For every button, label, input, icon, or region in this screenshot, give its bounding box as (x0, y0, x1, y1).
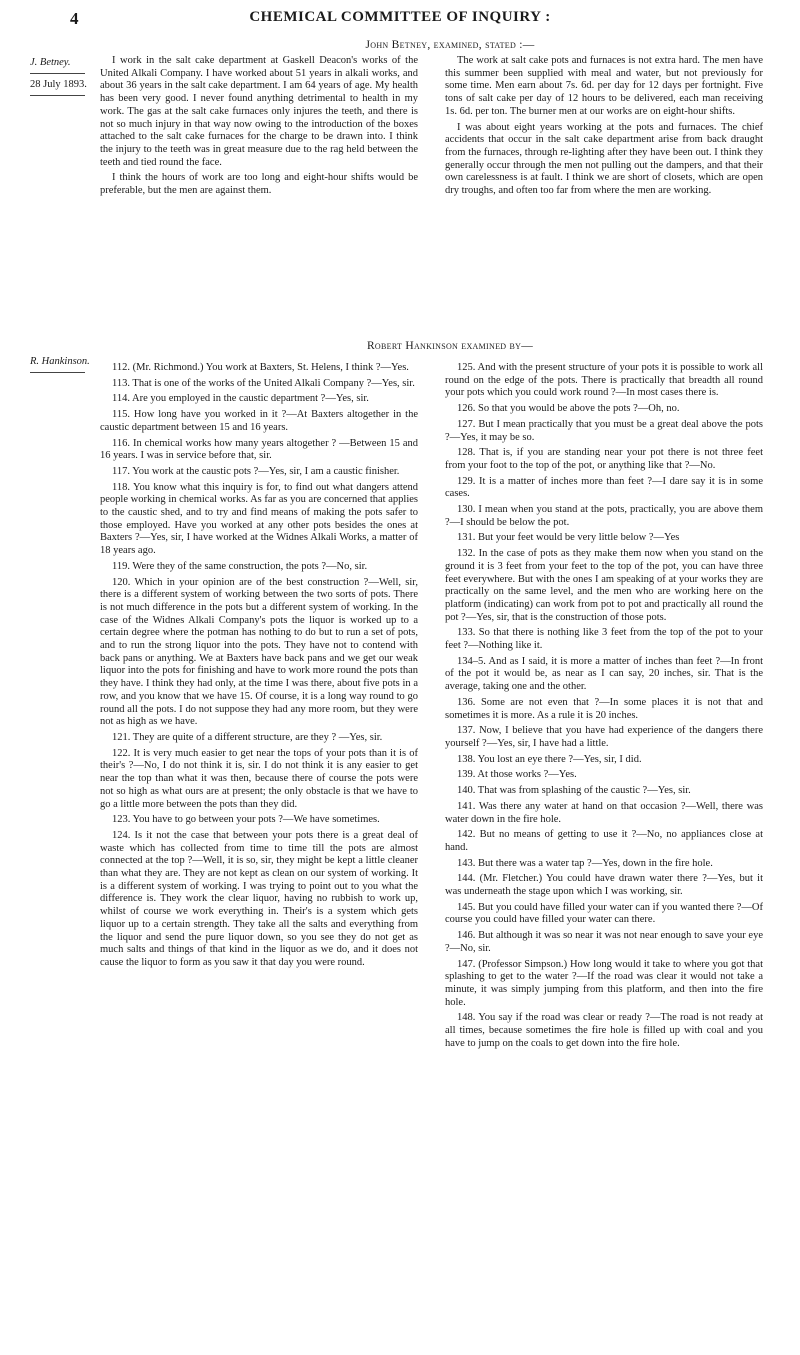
paragraph: 139. At those works ?—Yes. (457, 769, 577, 781)
paragraph: The work at salt cake pots and furnaces is not extra hard. The men have this summer been supplied with meal and water, but not previously for some time. Men earn about 7s. 6d. per day for 12 days per fortnight. Five tons of salt cake per day of 12 hours to be delivered, each man receiving 1s. 6d. per ton. The burner men at our works are on eight-hour shifts. (445, 55, 763, 117)
divider (30, 95, 85, 96)
running-title: CHEMICAL COMMITTEE OF INQUIRY : (249, 9, 551, 25)
margin-note-hankinson (30, 355, 100, 377)
witness-name: J. Betney. (30, 57, 71, 68)
paragraph: 115. How long have you worked in it ?—At Baxters altogether in the caustic department between 15 and 16 years. (100, 409, 418, 433)
paragraph: 146. But although it was so near it was not near enough to save your eye ?—No, sir. (445, 930, 763, 954)
paragraph: 117. You work at the caustic pots ?—Yes, sir, I am a caustic finisher. (112, 465, 400, 477)
paragraph: 138. You lost an eye there ?—Yes, sir, I did. (457, 753, 642, 765)
paragraph: 134–5. And as I said, it is more a matter of inches than feet ?—In front of the pot it would be, as near as I can say, 20 inches, sir. That is the average, taking one and the other. (445, 655, 763, 693)
paragraph: 123. You have to go between your pots ?—We have sometimes. (112, 814, 380, 826)
paragraph: 112. (Mr. Richmond.) You work at Baxters, St. Helens, I think ?—Yes. (112, 362, 409, 373)
paragraph: 144. (Mr. Fletcher.) You could have drawn water there ?—Yes, but it was underneath the stage upon which I was working, sir. (445, 873, 763, 898)
paragraph: 125. And with the present structure of your pots it is possible to work all round on the edge of the pots. There is practically that breadth all round your pots which you could work round ?—In most cases there is. (445, 362, 763, 399)
paragraph: 143. But there was a water tap ?—Yes, down in the fire hole. (457, 857, 713, 869)
paragraph: 128. That is, if you are standing near your pot there is not three feet from your foot to the top of the pot, or anything like that ?—No. (445, 447, 763, 471)
paragraph: 147. (Professor Simpson.) How long would it take to where you got that splashing to get to the water ?—If the road was clear it would not take a minute, it was simply jumping from this platform, and then into the fire hole. (445, 958, 763, 1008)
witness-name: R. Hankinson. (30, 356, 90, 367)
paragraph: 129. It is a matter of inches more than feet ?—I dare say it is in some cases. (445, 475, 763, 500)
paragraph: 120. Which in your opinion are of the best construction ?—Well, sir, there is a different system of working between the two sorts of pots. There is not much difference in the pots but a different system of working. In the case of the Widnes Alkali Company's pots the liquor is worked up to a certain degree where the potman has nothing to do but to run a set of pots, and to run the strong liquor into the pots. They have not to contend with back pans or anything. We at Baxters have back pans and we get our weak liquor into the pots for finishing and have to work more round the pots than they have. I think they had only, at the time I was there, about five pots in a row, and you know that we have 15. Of course, it is a long way round to go round all the pots. I do not suppose they had any more room, but they were not as high as we have. (100, 576, 418, 728)
witness-heading-betney: John Betney, examined, stated :— (365, 39, 535, 51)
paragraph: 124. Is it not the case that between your pots there is a great deal of waste which has collected from time to time till the pots are almost connected at the top ?—Well, it is so, sir, they might be kept a little cleaner than what they are. They are not kept as clean on our system of working. It is a different system of working. I was trying to point out to you what the difference is. They work the clear liquor, having no rubbish to work up, whilst of course we work everything in. Their's is a system which gets liquor up to a certain strength. They take all the salts and everything from the liquor and send the pure liquor down, so you see they do not get as much salts and things of that kind in the liquor as we do, and it does not cause the liquor to form as you saw it that day you were round. (100, 829, 418, 968)
paragraph: 119. Were they of the same construction, the pots ?—No, sir. (112, 560, 368, 572)
paragraph: 122. It is very much easier to get near the tops of your pots than it is of their's ?—No, I do not think it is, sir. I do not think it is any easier to get near the top than what it was then, because there of course the pots were not so high as what ours are at present; the only obstacle is that we have to go a little more between the pots than they did. (100, 747, 418, 810)
paragraph: 114. Are you employed in the caustic department ?—Yes, sir. (112, 393, 369, 405)
page-number: 4 (70, 9, 79, 28)
paragraph: 121. They are quite of a different structure, are they ? —Yes, sir. (112, 731, 383, 743)
paragraph: 148. You say if the road was clear or ready ?—The road is not ready at all times, because sometimes the fire hole is filled up with coal and you have to jump on the coals to get down into the fire hole. (445, 1012, 763, 1049)
paragraph: 116. In chemical works how many years altogether ? —Between 15 and 16 years. I was in service before that, sir. (100, 437, 418, 462)
paragraph: 140. That was from splashing of the caustic ?—Yes, sir. (457, 785, 691, 797)
paragraph: 142. But no means of getting to use it ?—No, no appliances close at hand. (445, 829, 763, 853)
margin-note-betney (30, 56, 100, 100)
paragraph: 126. So that you would be above the pots ?—Oh, no. (457, 403, 680, 415)
betney-left-column (100, 55, 418, 201)
paragraph: 130. I mean when you stand at the pots, practically, you are above them ?—I should be below the pot. (445, 504, 763, 528)
witness-heading-hankinson: Robert Hankinson examined by— (366, 340, 534, 352)
divider (30, 372, 85, 373)
paragraph: 137. Now, I believe that you have had experience of the dangers there yourself ?—Yes, sir, I have had a little. (445, 725, 763, 749)
hankinson-right-column (445, 362, 763, 1053)
paragraph: 141. Was there any water at hand on that occasion ?—Well, there was water down in the fire hole. (445, 800, 763, 825)
paragraph: 131. But your feet would be very little below ?—Yes (457, 532, 680, 544)
paragraph: I was about eight years working at the pots and furnaces. The chief accidents that occur in the salt cake department arise from back draught from the furnaces, through re-lighting after they have been out. I think they generally occur through the men not pulling out the dampers, and that their own carelessness is at fault. I think we are short of closets, which are open dry troughs, and often too far from where the men are working. (445, 121, 763, 197)
paragraph: 113. That is one of the works of the United Alkali Company ?—Yes, sir. (112, 377, 415, 389)
paragraph: 145. But you could have filled your water can if you wanted there ?—Of course you could have filled your water can there. (445, 901, 763, 926)
paragraph: 127. But I mean practically that you must be a great deal above the pots ?—Yes, it may be so. (445, 418, 763, 443)
paragraph: 133. So that there is nothing like 3 feet from the top of the pot to your feet ?—Nothing like it. (445, 627, 763, 652)
paragraph: I think the hours of work are too long and eight-hour shifts would be preferable, but the men are against them. (100, 172, 418, 197)
betney-right-column (445, 55, 763, 201)
divider (30, 73, 85, 74)
paragraph: 118. You know what this inquiry is for, to find out what dangers attend people working in chemical works. As far as you are concerned that applies to the caustic shed, and to try and find means of making the pots safer to those employed. Have you worked at any other pots besides the ones at Baxters ?—Yes, sir, I have worked at the Widnes Alkali Works, a matter of 18 years ago. (100, 481, 418, 557)
paragraph: 136. Some are not even that ?—In some places it is not that and sometimes it is more. As a rule it is 20 inches. (445, 696, 763, 721)
paragraph: 132. In the case of pots as they make them now when you stand on the ground it is 3 feet from your feet to the top of the pot, you can have three feet everywhere. But with the ones I am speaking of at your works they are practically on the same level, and the men who are working here on the platform (indicating) can work from pot to pot and practically all round the pot ?—Yes, sir, that is the construction of those pots. (445, 548, 763, 623)
paragraph: I work in the salt cake department at Gaskell Deacon's works of the United Alkali Company. I have worked about 51 years in alkali works, and about 36 years in the salt cake department. I am 64 years of age. My health has been very good. I never found anything detrimental to health in my work. The gas at the salt cake furnaces only injures the teeth, and there is not so much injury in that way now owing to the introduction of the boxes attached to the salt cake furnaces for the charge to be drawn into. I think the injury to the teeth was in great measure due to the rag held between the teeth and tied round the face. (100, 55, 418, 168)
hankinson-left-column (100, 362, 418, 973)
witness-date: 28 July 1893. (30, 79, 87, 90)
